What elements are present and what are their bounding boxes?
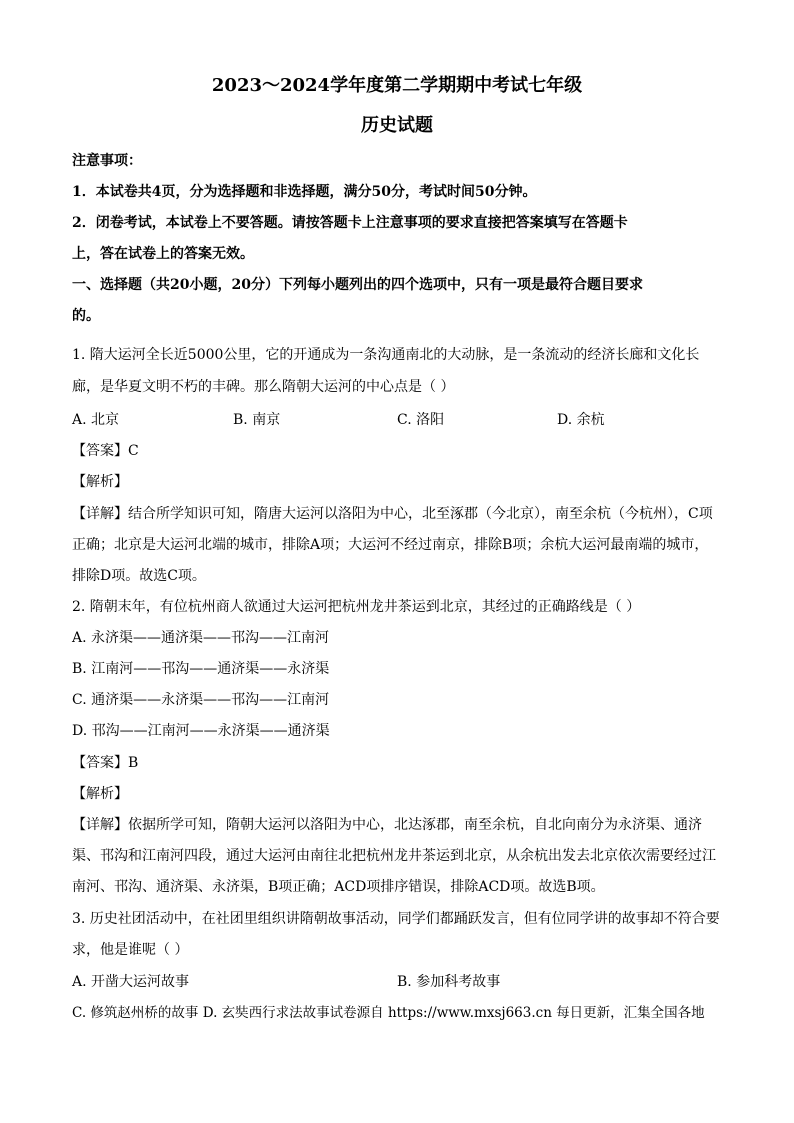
q3-options-cd-line: C. 修筑赵州桥的故事 D. 玄奘西行求法故事试卷源自 https://www.mxsj663.cn 每日更新，汇集全国各地	[72, 1005, 705, 1021]
exam-subtitle: 历史试题	[361, 115, 433, 136]
q2-analysis-label: 【解析】	[72, 786, 128, 802]
q1-stem-line-2: 廊，是华夏文明不朽的丰碑。那么隋朝大运河的中心点是（ ）	[72, 379, 455, 395]
q1-option-c: C. 洛阳	[397, 412, 445, 428]
q1-stem-line-1: 1. 隋大运河全长近5000公里，它的开通成为一条沟通南北的大动脉，是一条流动的经济长廊和文化长	[72, 347, 700, 363]
q1-option-b: B. 南京	[233, 412, 281, 428]
q2-option-b: B. 江南河——邗沟——通济渠——永济渠	[72, 661, 330, 677]
q2-detail-line-3: 南河、邗沟、通济渠、永济渠，B项正确；ACD项排序错误，排除ACD项。故选B项。	[72, 879, 605, 895]
q2-option-d: D. 邗沟——江南河——永济渠——通济渠	[72, 723, 330, 739]
section-1-heading: 一、选择题（共20小题，20分）下列每小题列出的四个选项中，只有一项是最符合题目要求	[72, 277, 643, 293]
q2-stem: 2. 隋朝末年，有位杭州商人欲通过大运河把杭州龙井茶运到北京，其经过的正确路线是（ ）	[72, 599, 641, 615]
notes-item-2-line-2: 上，答在试卷上的答案无效。	[72, 246, 254, 262]
q1-detail-line-1: 【详解】结合所学知识可知，隋唐大运河以洛阳为中心，北至涿郡（今北京），南至余杭（今杭州），C项	[72, 506, 713, 522]
q2-answer: 【答案】B	[72, 755, 139, 771]
q1-detail-line-2: 正确；北京是大运河北端的城市，排除A项；大运河不经过南京，排除B项；余杭大运河最南端的城市，	[72, 537, 709, 553]
q2-detail-line-2: 渠、邗沟和江南河四段，通过大运河由南往北把杭州龙井茶运到北京，从余杭出发去北京依次需要经过江	[72, 848, 716, 864]
q2-detail-line-1: 【详解】依据所学可知，隋朝大运河以洛阳为中心，北达涿郡，南至余杭，自北向南分为永济渠、通济	[72, 817, 702, 833]
q3-stem-line-1: 3. 历史社团活动中，在社团里组织讲隋朝故事活动，同学们都踊跃发言，但有位同学讲的故事却不符合要	[72, 911, 720, 927]
notes-item-1: 1．本试卷共4页，分为选择题和非选择题，满分50分，考试时间50分钟。	[72, 184, 537, 200]
section-1-heading-cont: 的。	[72, 308, 100, 324]
q2-option-a: A. 永济渠——通济渠——邗沟——江南河	[72, 630, 330, 646]
exam-title: 2023～2024学年度第二学期期中考试七年级	[211, 75, 583, 96]
notes-item-2-line-1: 2．闭卷考试，本试卷上不要答题。请按答题卡上注意事项的要求直接把答案填写在答题卡	[72, 215, 628, 231]
q1-option-a: A. 北京	[72, 412, 120, 428]
q1-option-d: D. 余杭	[557, 412, 605, 428]
q3-option-b: B. 参加科考故事	[397, 974, 501, 990]
q1-detail-line-3: 排除D项。故选C项。	[72, 568, 206, 584]
q3-stem-line-2: 求，他是谁呢（ ）	[72, 942, 189, 958]
q1-analysis-label: 【解析】	[72, 474, 128, 490]
q3-option-a: A. 开凿大运河故事	[72, 974, 190, 990]
notes-heading: 注意事项：	[72, 153, 142, 169]
q1-answer: 【答案】C	[72, 443, 139, 459]
q2-option-c: C. 通济渠——永济渠——邗沟——江南河	[72, 692, 330, 708]
